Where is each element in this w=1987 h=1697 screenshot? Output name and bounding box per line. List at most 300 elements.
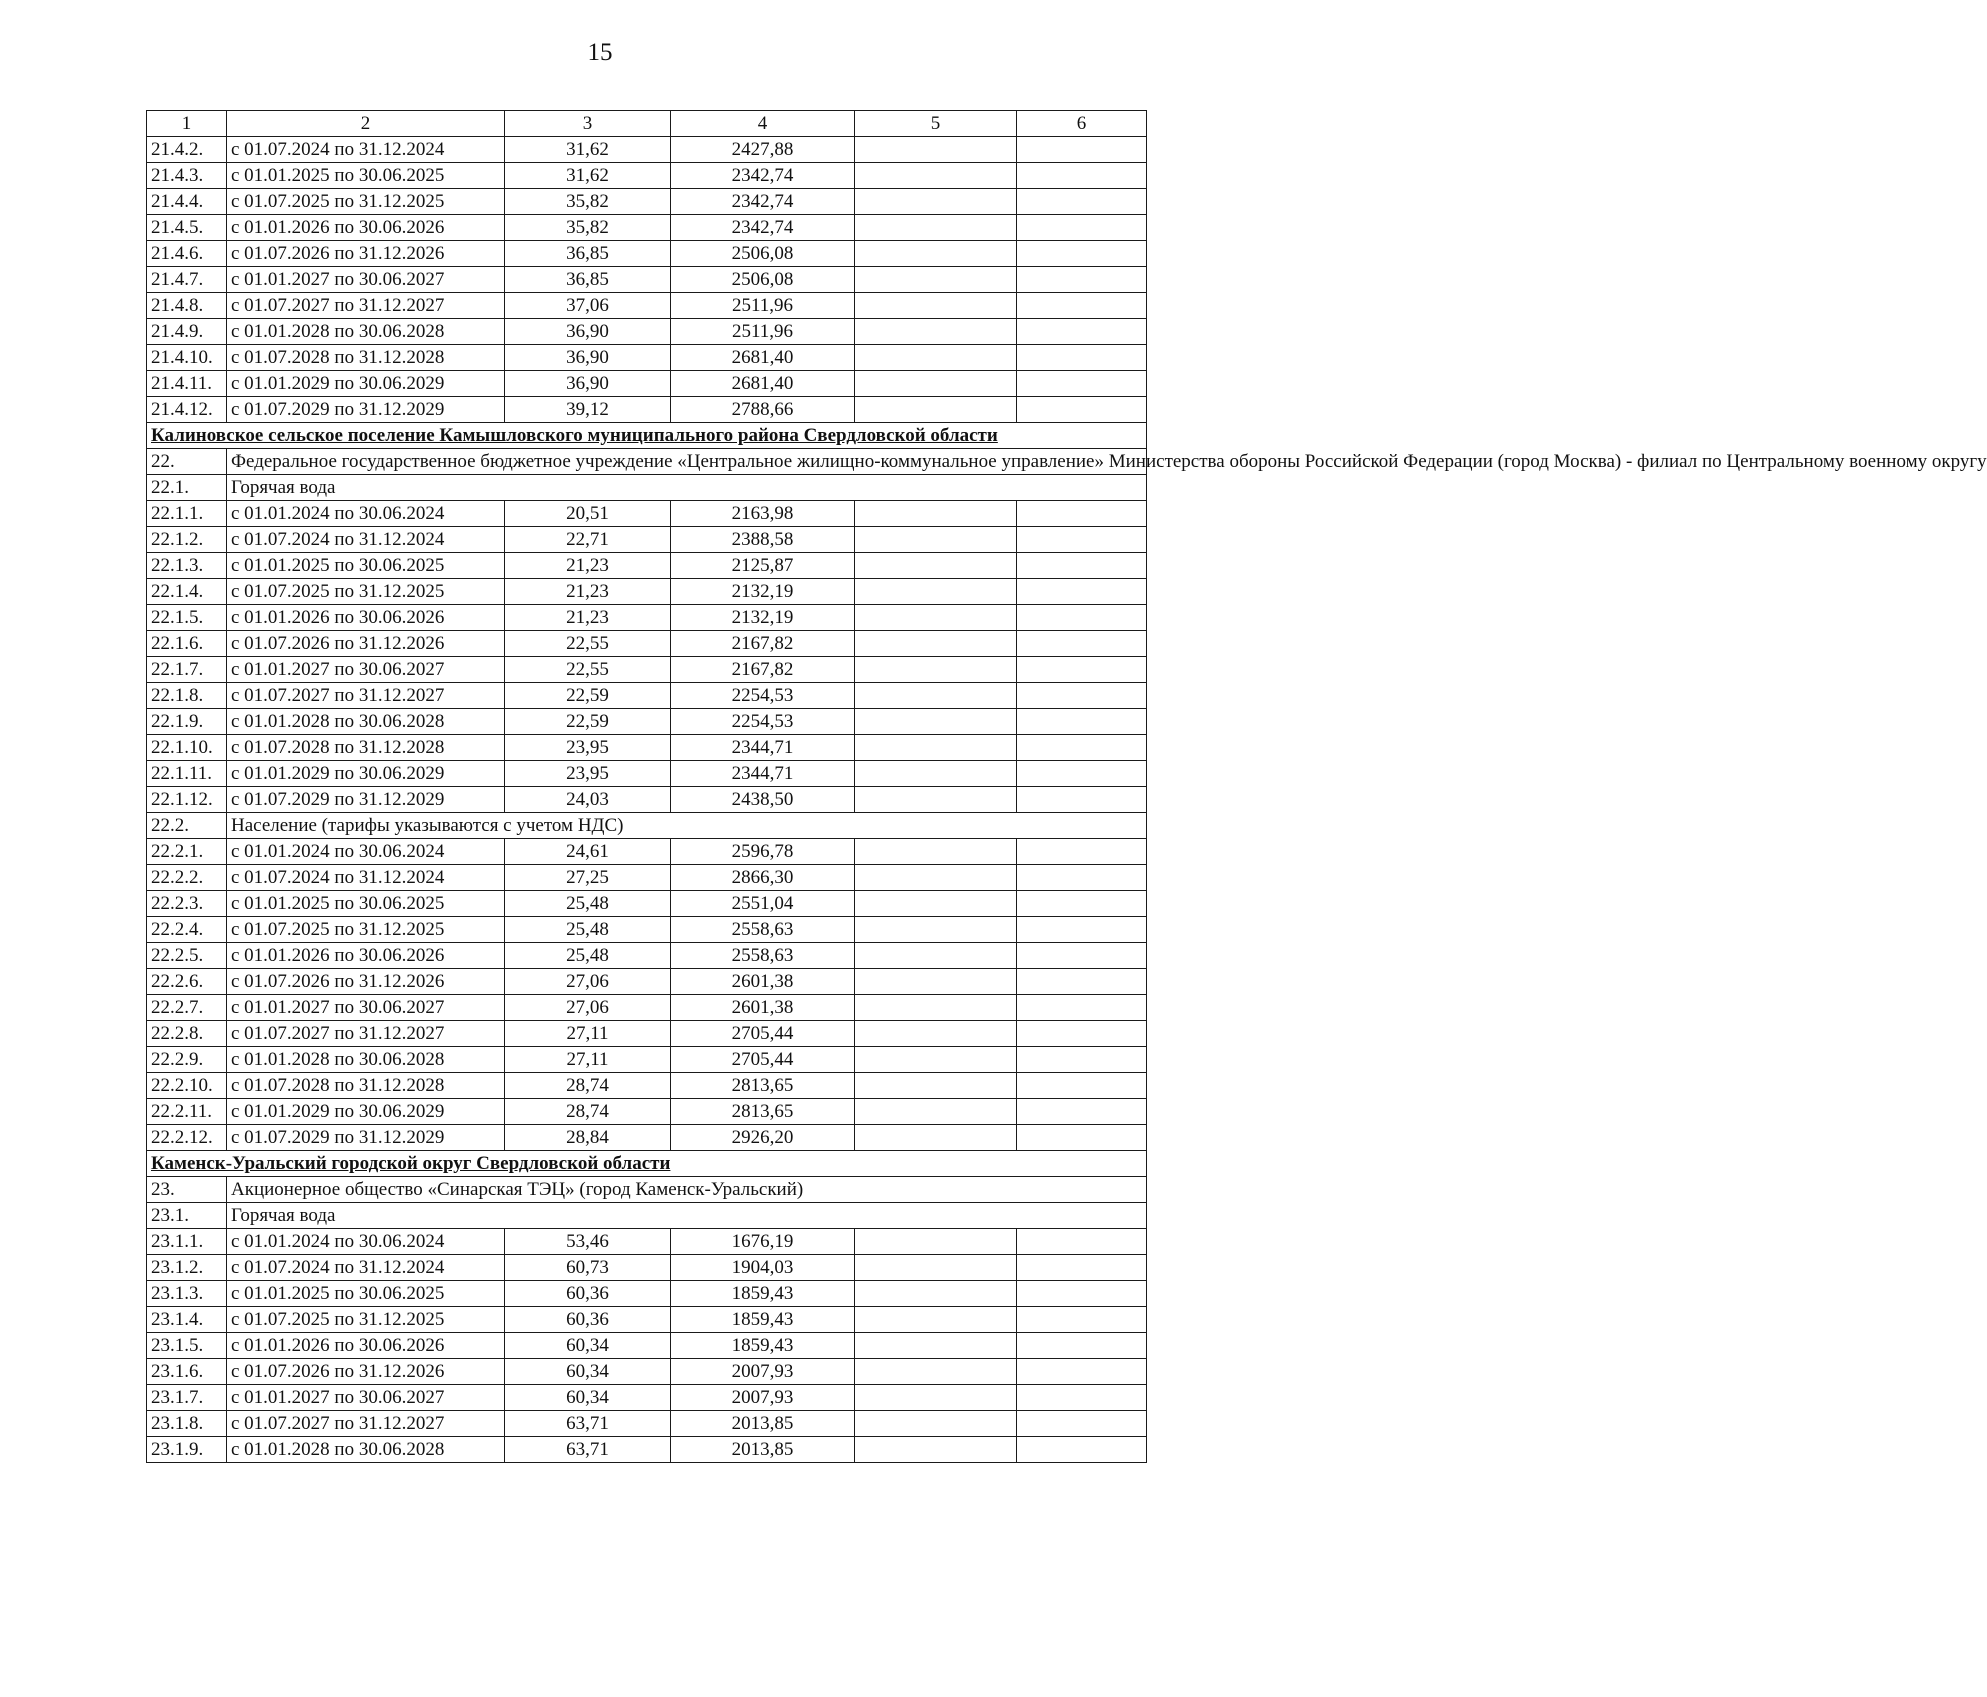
value-cell-col3: 60,34 <box>505 1359 671 1385</box>
empty-cell-col5 <box>855 345 1017 371</box>
empty-cell-col5 <box>855 787 1017 813</box>
period-cell: с 01.01.2026 по 30.06.2026 <box>227 605 505 631</box>
table-row <box>147 995 1147 1021</box>
period-cell: с 01.01.2027 по 30.06.2027 <box>227 267 505 293</box>
period-cell: с 01.01.2029 по 30.06.2029 <box>227 1099 505 1125</box>
empty-cell-col5 <box>855 371 1017 397</box>
period-cell: с 01.07.2025 по 31.12.2025 <box>227 189 505 215</box>
table-row <box>147 605 1147 631</box>
section-heading-row <box>147 423 1147 449</box>
empty-cell-col5 <box>855 631 1017 657</box>
period-cell: с 01.07.2027 по 31.12.2027 <box>227 293 505 319</box>
value-cell-col3: 36,90 <box>505 371 671 397</box>
row-number: 22.2.2. <box>147 865 227 891</box>
empty-cell-col6 <box>1017 163 1147 189</box>
value-cell-col3: 35,82 <box>505 189 671 215</box>
period-cell: с 01.01.2028 по 30.06.2028 <box>227 319 505 345</box>
empty-cell-col5 <box>855 1021 1017 1047</box>
period-cell: с 01.01.2024 по 30.06.2024 <box>227 1229 505 1255</box>
empty-cell-col5 <box>855 1385 1017 1411</box>
value-cell-col3: 25,48 <box>505 891 671 917</box>
table-row <box>147 371 1147 397</box>
period-cell: с 01.07.2025 по 31.12.2025 <box>227 917 505 943</box>
row-number: 22.1.2. <box>147 527 227 553</box>
row-number: 22.1.3. <box>147 553 227 579</box>
value-cell-col4: 2342,74 <box>671 163 855 189</box>
empty-cell-col5 <box>855 969 1017 995</box>
empty-cell-col5 <box>855 683 1017 709</box>
value-cell-col4: 2601,38 <box>671 995 855 1021</box>
period-cell: с 01.01.2024 по 30.06.2024 <box>227 501 505 527</box>
value-cell-col4: 2342,74 <box>671 215 855 241</box>
empty-cell-col5 <box>855 397 1017 423</box>
period-cell: с 01.07.2024 по 31.12.2024 <box>227 865 505 891</box>
value-cell-col4: 2007,93 <box>671 1385 855 1411</box>
empty-cell-col5 <box>855 1229 1017 1255</box>
value-cell-col4: 2558,63 <box>671 917 855 943</box>
value-cell-col3: 27,11 <box>505 1047 671 1073</box>
empty-cell-col6 <box>1017 527 1147 553</box>
table-row <box>147 1125 1147 1151</box>
row-number: 21.4.8. <box>147 293 227 319</box>
period-cell: с 01.01.2027 по 30.06.2027 <box>227 995 505 1021</box>
row-number: 23.1.5. <box>147 1333 227 1359</box>
empty-cell-col5 <box>855 1307 1017 1333</box>
empty-cell-col5 <box>855 1333 1017 1359</box>
empty-cell-col6 <box>1017 1307 1147 1333</box>
empty-cell-col6 <box>1017 1021 1147 1047</box>
empty-cell-col5 <box>855 189 1017 215</box>
value-cell-col4: 2132,19 <box>671 605 855 631</box>
value-cell-col4: 2506,08 <box>671 267 855 293</box>
empty-cell-col5 <box>855 319 1017 345</box>
row-number: 22.2.3. <box>147 891 227 917</box>
value-cell-col4: 2427,88 <box>671 137 855 163</box>
table-row <box>147 787 1147 813</box>
empty-cell-col6 <box>1017 293 1147 319</box>
empty-cell-col6 <box>1017 501 1147 527</box>
column-header: 3 <box>505 111 671 137</box>
value-cell-col3: 23,95 <box>505 761 671 787</box>
value-cell-col3: 22,71 <box>505 527 671 553</box>
row-number: 23.1.9. <box>147 1437 227 1463</box>
value-cell-col3: 24,61 <box>505 839 671 865</box>
empty-cell-col5 <box>855 891 1017 917</box>
value-cell-col3: 36,90 <box>505 345 671 371</box>
period-cell: с 01.07.2024 по 31.12.2024 <box>227 1255 505 1281</box>
empty-cell-col6 <box>1017 631 1147 657</box>
row-number: 21.4.6. <box>147 241 227 267</box>
empty-cell-col6 <box>1017 1073 1147 1099</box>
table-row <box>147 943 1147 969</box>
value-cell-col4: 2388,58 <box>671 527 855 553</box>
empty-cell-col6 <box>1017 267 1147 293</box>
value-cell-col3: 25,48 <box>505 943 671 969</box>
section-heading: Калиновское сельское поселение Камышловского муниципального района Свердловской области <box>147 423 1147 449</box>
subsection-row <box>147 475 1147 501</box>
period-cell: с 01.01.2026 по 30.06.2026 <box>227 1333 505 1359</box>
table-row <box>147 215 1147 241</box>
value-cell-col3: 36,90 <box>505 319 671 345</box>
empty-cell-col6 <box>1017 1255 1147 1281</box>
value-cell-col3: 22,59 <box>505 709 671 735</box>
value-cell-col4: 2551,04 <box>671 891 855 917</box>
empty-cell-col6 <box>1017 1437 1147 1463</box>
empty-cell-col6 <box>1017 241 1147 267</box>
value-cell-col4: 2813,65 <box>671 1099 855 1125</box>
table-body <box>147 111 1987 1463</box>
empty-cell-col5 <box>855 735 1017 761</box>
table-row <box>147 319 1147 345</box>
value-cell-col4: 2163,98 <box>671 501 855 527</box>
section-heading: Каменск-Уральский городской округ Свердловской области <box>147 1151 1147 1177</box>
period-cell: с 01.01.2025 по 30.06.2025 <box>227 891 505 917</box>
period-cell: с 01.01.2025 по 30.06.2025 <box>227 1281 505 1307</box>
value-cell-col3: 22,59 <box>505 683 671 709</box>
row-number: 21.4.5. <box>147 215 227 241</box>
table-row <box>147 579 1147 605</box>
page-number: 15 <box>587 39 613 66</box>
value-cell-col4: 2167,82 <box>671 631 855 657</box>
value-cell-col4: 1904,03 <box>671 1255 855 1281</box>
value-cell-col3: 36,85 <box>505 241 671 267</box>
empty-cell-col5 <box>855 943 1017 969</box>
period-cell: с 01.07.2026 по 31.12.2026 <box>227 1359 505 1385</box>
period-cell: с 01.01.2029 по 30.06.2029 <box>227 371 505 397</box>
row-number: 22.1.12. <box>147 787 227 813</box>
period-cell: с 01.07.2024 по 31.12.2024 <box>227 137 505 163</box>
table-row <box>147 397 1147 423</box>
period-cell: с 01.07.2027 по 31.12.2027 <box>227 683 505 709</box>
value-cell-col3: 23,95 <box>505 735 671 761</box>
subsection-label: Горячая вода <box>227 475 1147 501</box>
row-number: 22.2.5. <box>147 943 227 969</box>
empty-cell-col6 <box>1017 345 1147 371</box>
value-cell-col4: 2254,53 <box>671 709 855 735</box>
period-cell: с 01.01.2025 по 30.06.2025 <box>227 553 505 579</box>
empty-cell-col6 <box>1017 865 1147 891</box>
empty-cell-col6 <box>1017 683 1147 709</box>
empty-cell-col6 <box>1017 319 1147 345</box>
tariff-table <box>146 110 1987 1463</box>
organization-row <box>147 449 1147 475</box>
subsection-row <box>147 1203 1147 1229</box>
row-number: 22.2.1. <box>147 839 227 865</box>
empty-cell-col6 <box>1017 787 1147 813</box>
row-number: 22.2.6. <box>147 969 227 995</box>
row-number: 21.4.7. <box>147 267 227 293</box>
empty-cell-col6 <box>1017 969 1147 995</box>
value-cell-col4: 2506,08 <box>671 241 855 267</box>
organization-row <box>147 1177 1147 1203</box>
section-heading-row <box>147 1151 1147 1177</box>
period-cell: с 01.07.2027 по 31.12.2027 <box>227 1021 505 1047</box>
empty-cell-col5 <box>855 137 1017 163</box>
empty-cell-col5 <box>855 839 1017 865</box>
period-cell: с 01.01.2029 по 30.06.2029 <box>227 761 505 787</box>
empty-cell-col6 <box>1017 1099 1147 1125</box>
empty-cell-col5 <box>855 1125 1017 1151</box>
value-cell-col4: 2601,38 <box>671 969 855 995</box>
period-cell: с 01.07.2026 по 31.12.2026 <box>227 969 505 995</box>
row-number: 22.1.10. <box>147 735 227 761</box>
row-number: 22. <box>147 449 227 475</box>
table-row <box>147 1281 1147 1307</box>
value-cell-col4: 1859,43 <box>671 1307 855 1333</box>
table-row <box>147 1073 1147 1099</box>
row-number: 22.1.5. <box>147 605 227 631</box>
table-row <box>147 345 1147 371</box>
row-number: 23.1.6. <box>147 1359 227 1385</box>
table-row <box>147 891 1147 917</box>
period-cell: с 01.07.2028 по 31.12.2028 <box>227 735 505 761</box>
empty-cell-col6 <box>1017 735 1147 761</box>
row-number: 22.1.4. <box>147 579 227 605</box>
row-number: 21.4.11. <box>147 371 227 397</box>
value-cell-col4: 2342,74 <box>671 189 855 215</box>
empty-cell-col6 <box>1017 553 1147 579</box>
table-row <box>147 657 1147 683</box>
row-number: 22.2.7. <box>147 995 227 1021</box>
empty-cell-col5 <box>855 579 1017 605</box>
row-number: 22.1.1. <box>147 501 227 527</box>
period-cell: с 01.01.2027 по 30.06.2027 <box>227 1385 505 1411</box>
table-row <box>147 735 1147 761</box>
empty-cell-col5 <box>855 1255 1017 1281</box>
value-cell-col3: 28,84 <box>505 1125 671 1151</box>
table-row <box>147 267 1147 293</box>
value-cell-col4: 2344,71 <box>671 735 855 761</box>
row-number: 22.1.7. <box>147 657 227 683</box>
empty-cell-col6 <box>1017 1411 1147 1437</box>
row-number: 21.4.3. <box>147 163 227 189</box>
value-cell-col4: 2866,30 <box>671 865 855 891</box>
empty-cell-col5 <box>855 163 1017 189</box>
table-row <box>147 1099 1147 1125</box>
value-cell-col3: 25,48 <box>505 917 671 943</box>
table-row <box>147 683 1147 709</box>
table-row <box>147 1047 1147 1073</box>
column-header: 2 <box>227 111 505 137</box>
empty-cell-col6 <box>1017 1333 1147 1359</box>
value-cell-col3: 22,55 <box>505 657 671 683</box>
empty-cell-col5 <box>855 215 1017 241</box>
empty-cell-col6 <box>1017 397 1147 423</box>
value-cell-col3: 31,62 <box>505 137 671 163</box>
period-cell: с 01.01.2024 по 30.06.2024 <box>227 839 505 865</box>
empty-cell-col5 <box>855 917 1017 943</box>
row-number: 22.1. <box>147 475 227 501</box>
table-row <box>147 969 1147 995</box>
table-row <box>147 1255 1147 1281</box>
table-row <box>147 1437 1147 1463</box>
organization-name: Акционерное общество «Синарская ТЭЦ» (город Каменск-Уральский) <box>227 1177 1147 1203</box>
empty-cell-col6 <box>1017 605 1147 631</box>
value-cell-col4: 2254,53 <box>671 683 855 709</box>
table-row <box>147 631 1147 657</box>
row-number: 22.2.11. <box>147 1099 227 1125</box>
row-number: 22.1.8. <box>147 683 227 709</box>
value-cell-col3: 27,06 <box>505 969 671 995</box>
empty-cell-col5 <box>855 605 1017 631</box>
column-header: 4 <box>671 111 855 137</box>
empty-cell-col5 <box>855 761 1017 787</box>
empty-cell-col5 <box>855 709 1017 735</box>
table-row <box>147 1021 1147 1047</box>
empty-cell-col5 <box>855 1099 1017 1125</box>
row-number: 21.4.2. <box>147 137 227 163</box>
value-cell-col4: 2125,87 <box>671 553 855 579</box>
row-number: 21.4.9. <box>147 319 227 345</box>
empty-cell-col5 <box>855 1047 1017 1073</box>
empty-cell-col5 <box>855 1073 1017 1099</box>
value-cell-col4: 2007,93 <box>671 1359 855 1385</box>
value-cell-col4: 2167,82 <box>671 657 855 683</box>
empty-cell-col6 <box>1017 1229 1147 1255</box>
table-row <box>147 189 1147 215</box>
value-cell-col3: 53,46 <box>505 1229 671 1255</box>
row-number: 23.1.1. <box>147 1229 227 1255</box>
row-number: 23. <box>147 1177 227 1203</box>
table-row <box>147 839 1147 865</box>
table-row <box>147 1229 1147 1255</box>
row-number: 22.1.9. <box>147 709 227 735</box>
table-row <box>147 553 1147 579</box>
value-cell-col3: 28,74 <box>505 1073 671 1099</box>
period-cell: с 01.07.2026 по 31.12.2026 <box>227 241 505 267</box>
empty-cell-col5 <box>855 1437 1017 1463</box>
period-cell: с 01.01.2025 по 30.06.2025 <box>227 163 505 189</box>
table-row <box>147 1333 1147 1359</box>
value-cell-col4: 1676,19 <box>671 1229 855 1255</box>
value-cell-col4: 2013,85 <box>671 1411 855 1437</box>
organization-name: Федеральное государственное бюджетное учреждение «Центральное жилищно-коммунальное управление» Министерства обороны Российской Федерации (город Москва) - филиал по Центральному военному округу <box>227 449 1147 475</box>
table-row <box>147 501 1147 527</box>
subsection-label: Население (тарифы указываются с учетом НДС) <box>227 813 1147 839</box>
empty-cell-col6 <box>1017 1125 1147 1151</box>
column-header: 6 <box>1017 111 1147 137</box>
period-cell: с 01.07.2027 по 31.12.2027 <box>227 1411 505 1437</box>
value-cell-col3: 24,03 <box>505 787 671 813</box>
value-cell-col3: 60,73 <box>505 1255 671 1281</box>
value-cell-col3: 21,23 <box>505 579 671 605</box>
table-row <box>147 293 1147 319</box>
period-cell: с 01.01.2028 по 30.06.2028 <box>227 1437 505 1463</box>
empty-cell-col6 <box>1017 1359 1147 1385</box>
value-cell-col3: 36,85 <box>505 267 671 293</box>
table-row <box>147 1359 1147 1385</box>
table-row <box>147 917 1147 943</box>
row-number: 22.2.4. <box>147 917 227 943</box>
period-cell: с 01.07.2028 по 31.12.2028 <box>227 1073 505 1099</box>
empty-cell-col6 <box>1017 995 1147 1021</box>
empty-cell-col6 <box>1017 1281 1147 1307</box>
table-row <box>147 761 1147 787</box>
value-cell-col4: 2813,65 <box>671 1073 855 1099</box>
value-cell-col4: 2596,78 <box>671 839 855 865</box>
row-number: 22.2.8. <box>147 1021 227 1047</box>
value-cell-col3: 60,36 <box>505 1307 671 1333</box>
column-header-row <box>147 111 1147 137</box>
row-number: 21.4.10. <box>147 345 227 371</box>
value-cell-col4: 2438,50 <box>671 787 855 813</box>
empty-cell-col6 <box>1017 579 1147 605</box>
value-cell-col3: 60,34 <box>505 1385 671 1411</box>
value-cell-col3: 22,55 <box>505 631 671 657</box>
period-cell: с 01.07.2025 по 31.12.2025 <box>227 579 505 605</box>
value-cell-col3: 20,51 <box>505 501 671 527</box>
period-cell: с 01.01.2026 по 30.06.2026 <box>227 215 505 241</box>
value-cell-col3: 27,11 <box>505 1021 671 1047</box>
empty-cell-col5 <box>855 657 1017 683</box>
value-cell-col3: 35,82 <box>505 215 671 241</box>
row-number: 22.1.11. <box>147 761 227 787</box>
empty-cell-col6 <box>1017 891 1147 917</box>
value-cell-col3: 27,25 <box>505 865 671 891</box>
empty-cell-col6 <box>1017 761 1147 787</box>
row-number: 22.2.9. <box>147 1047 227 1073</box>
value-cell-col4: 2788,66 <box>671 397 855 423</box>
row-number: 21.4.12. <box>147 397 227 423</box>
table-row <box>147 137 1147 163</box>
row-number: 23.1.2. <box>147 1255 227 1281</box>
period-cell: с 01.01.2026 по 30.06.2026 <box>227 943 505 969</box>
value-cell-col4: 2132,19 <box>671 579 855 605</box>
table-row <box>147 1411 1147 1437</box>
value-cell-col4: 2681,40 <box>671 345 855 371</box>
value-cell-col3: 60,36 <box>505 1281 671 1307</box>
period-cell: с 01.07.2024 по 31.12.2024 <box>227 527 505 553</box>
empty-cell-col5 <box>855 995 1017 1021</box>
period-cell: с 01.07.2026 по 31.12.2026 <box>227 631 505 657</box>
empty-cell-col6 <box>1017 657 1147 683</box>
value-cell-col3: 63,71 <box>505 1437 671 1463</box>
value-cell-col4: 2558,63 <box>671 943 855 969</box>
period-cell: с 01.01.2028 по 30.06.2028 <box>227 1047 505 1073</box>
empty-cell-col6 <box>1017 917 1147 943</box>
table-row <box>147 709 1147 735</box>
value-cell-col4: 2926,20 <box>671 1125 855 1151</box>
row-number: 22.1.6. <box>147 631 227 657</box>
row-number: 23.1. <box>147 1203 227 1229</box>
value-cell-col4: 2681,40 <box>671 371 855 397</box>
value-cell-col3: 27,06 <box>505 995 671 1021</box>
empty-cell-col6 <box>1017 215 1147 241</box>
row-number: 23.1.4. <box>147 1307 227 1333</box>
column-header: 1 <box>147 111 227 137</box>
value-cell-col3: 39,12 <box>505 397 671 423</box>
row-number: 22.2.12. <box>147 1125 227 1151</box>
empty-cell-col6 <box>1017 709 1147 735</box>
table-row <box>147 865 1147 891</box>
value-cell-col3: 21,23 <box>505 605 671 631</box>
empty-cell-col5 <box>855 293 1017 319</box>
table-row <box>147 1307 1147 1333</box>
value-cell-col4: 2511,96 <box>671 319 855 345</box>
empty-cell-col5 <box>855 553 1017 579</box>
row-number: 22.2. <box>147 813 227 839</box>
table-row <box>147 1385 1147 1411</box>
table-row <box>147 241 1147 267</box>
empty-cell-col6 <box>1017 839 1147 865</box>
row-number: 23.1.8. <box>147 1411 227 1437</box>
table-row <box>147 163 1147 189</box>
empty-cell-col6 <box>1017 943 1147 969</box>
value-cell-col3: 37,06 <box>505 293 671 319</box>
subsection-label: Горячая вода <box>227 1203 1147 1229</box>
column-header: 5 <box>855 111 1017 137</box>
empty-cell-col5 <box>855 865 1017 891</box>
